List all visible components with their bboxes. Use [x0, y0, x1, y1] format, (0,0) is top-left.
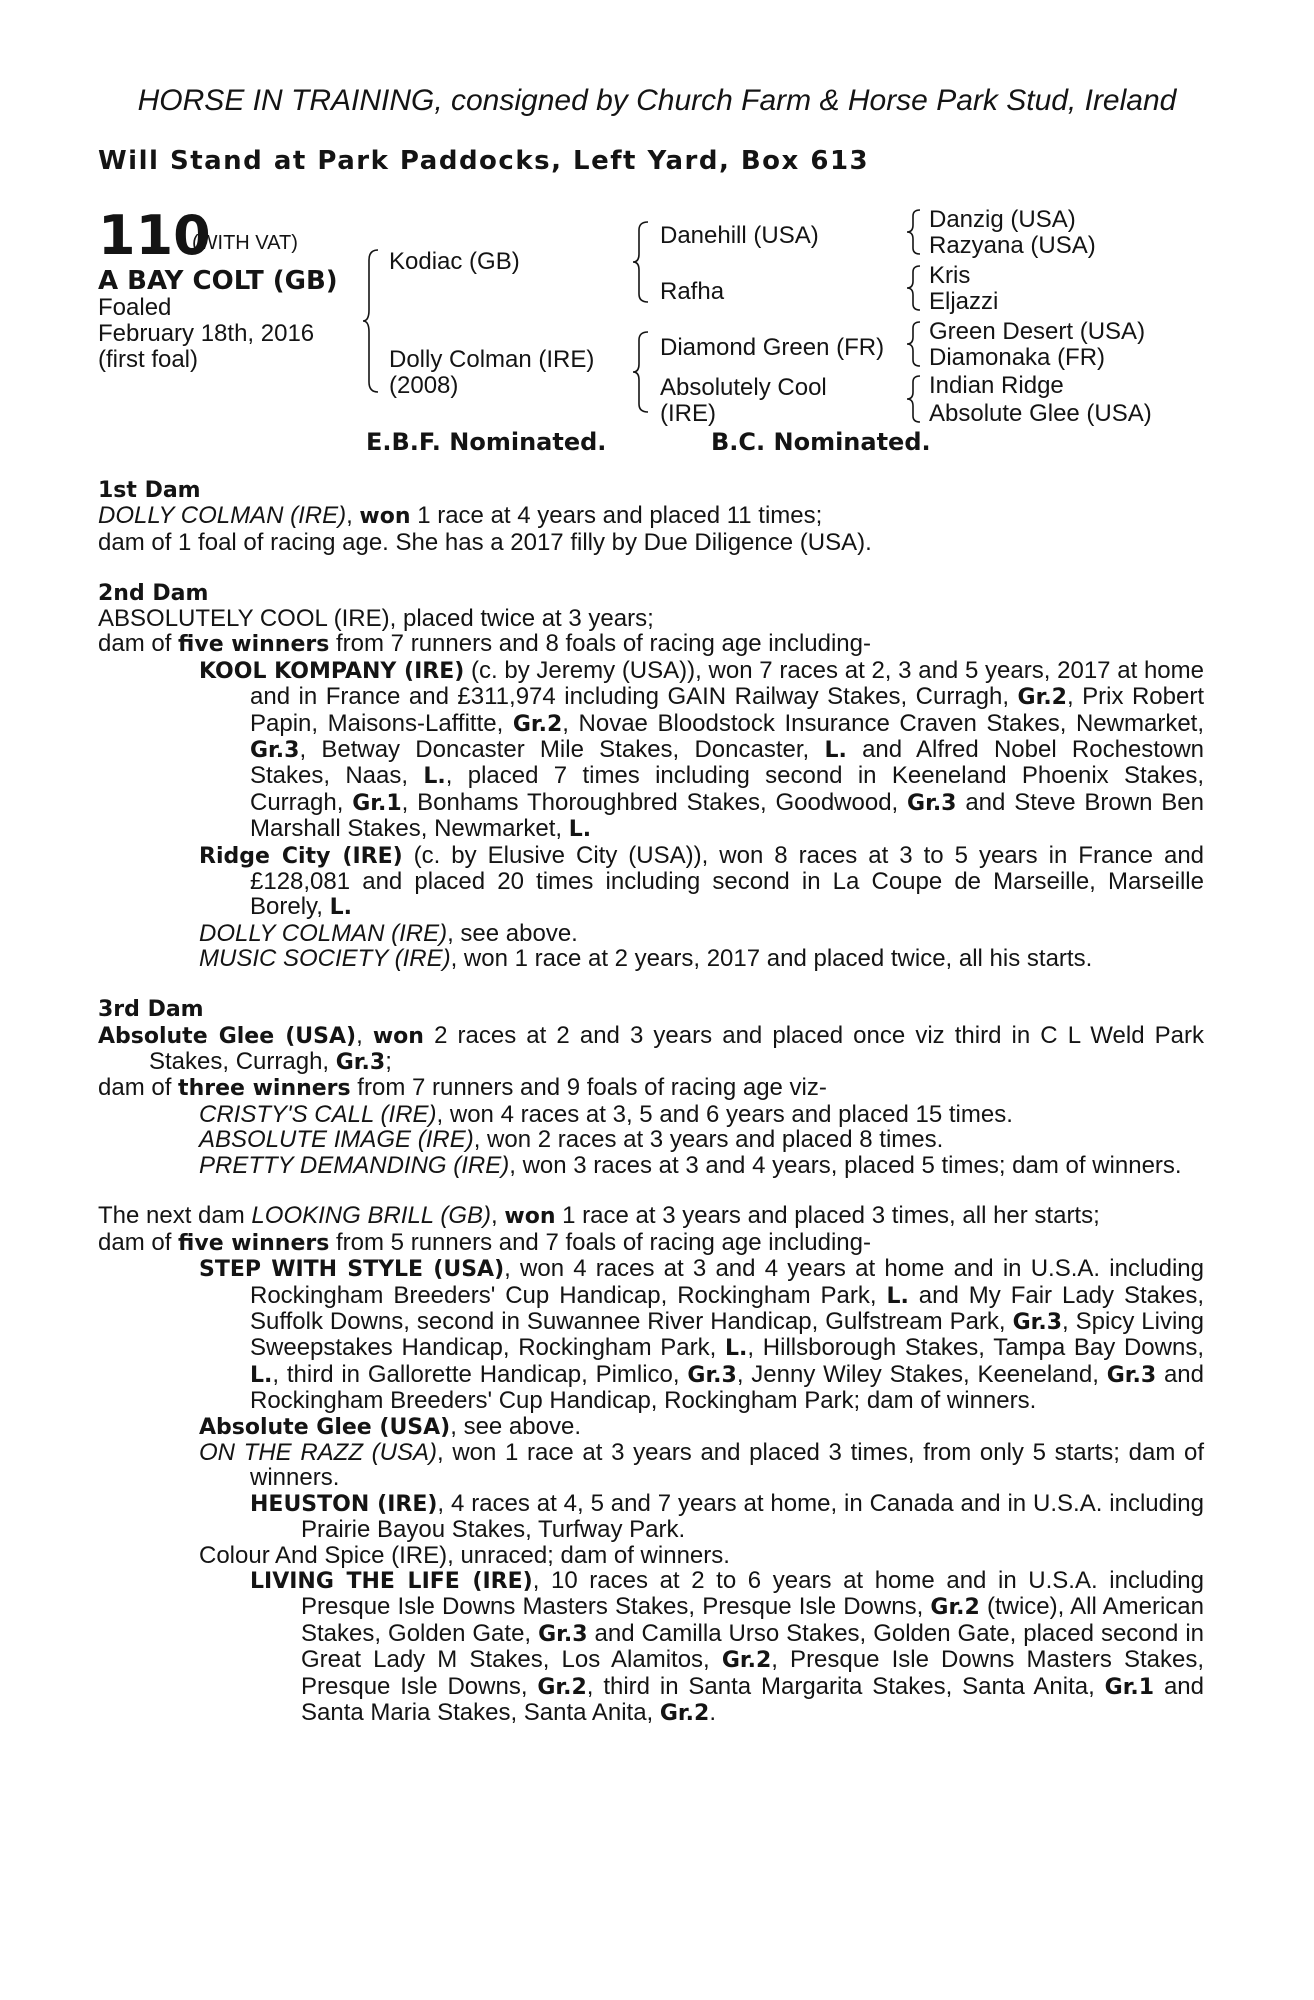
- grade: Gr.3: [1106, 1362, 1157, 1388]
- horse-name: CRISTY'S CALL (IRE): [199, 1100, 437, 1128]
- grade: L.: [250, 1362, 273, 1388]
- next-dam-line2: [98, 1230, 1204, 1256]
- text: (c. by Elusive City (USA)), won 8 races at 3 to 5 years in France and £128,081 and placed 20 times including second in La Coupe de Marseille, Marseille Borely,: [250, 841, 1205, 921]
- first-dam-line2: dam of 1 foal of racing age. She has a 2017 filly by Due Diligence (USA).: [98, 528, 872, 556]
- text-bold: won: [372, 1023, 424, 1049]
- text: , won 2 races at 3 years and placed 8 times.: [473, 1126, 944, 1154]
- next-dam-line1: [98, 1203, 1204, 1229]
- text: ,: [356, 1021, 373, 1049]
- sire-sire-name: Danehill (USA): [660, 222, 819, 249]
- text: ,: [346, 502, 360, 530]
- grade: Gr.2: [721, 1648, 772, 1674]
- text: , Hillsborough Stakes, Tampa Bay Downs,: [747, 1334, 1205, 1362]
- horse-name: LOOKING BRILL (GB): [251, 1202, 492, 1230]
- horse-name: ON THE RAZZ (USA): [199, 1438, 437, 1466]
- dam-sire-name: Diamond Green (FR): [660, 334, 885, 361]
- text: and My Fair Lady Stakes, Suffolk Downs, second in Suwannee River Handicap, Gulfstream Park,: [250, 1281, 1204, 1335]
- produce-cristys-call: [98, 1102, 1204, 1127]
- sire-name: Kodiac (GB): [389, 248, 520, 275]
- stand-location: Will Stand at Park Paddocks, Left Yard, Box 613: [98, 146, 870, 176]
- text: , third in Santa Margarita Stakes, Santa Anita,: [586, 1672, 1105, 1700]
- second-dam-line1: ABSOLUTELY COOL (IRE), placed twice at 3 years;: [98, 605, 654, 633]
- ggdam-absolute-glee: Absolute Glee (USA): [929, 400, 1152, 427]
- produce-absolute-image: [98, 1127, 1204, 1152]
- ggsire-kris: Kris: [929, 262, 971, 289]
- first-dam-section: [98, 478, 1204, 555]
- second-dam-title: 2nd Dam: [98, 580, 209, 606]
- foal-note: (first foal): [98, 346, 199, 373]
- horse-name: Absolute Glee (USA): [98, 1023, 357, 1049]
- bracket-dam-side: [636, 330, 652, 414]
- ggdam-eljazzi: Eljazzi: [929, 288, 999, 315]
- dam-dam-country: (IRE): [660, 400, 716, 427]
- foaled-label: Foaled: [98, 294, 172, 321]
- grade: Gr.2: [1017, 685, 1067, 711]
- dam-name: Dolly Colman (IRE): [389, 346, 595, 373]
- grade: Gr.1: [352, 790, 402, 816]
- text-bold: won: [504, 1204, 556, 1230]
- grade: L.: [568, 817, 592, 843]
- grade: Gr.2: [930, 1595, 980, 1621]
- ggsire-green-desert: Green Desert (USA): [929, 318, 1146, 345]
- text: dam of: [98, 1228, 179, 1256]
- text-bold: three winners: [178, 1076, 351, 1102]
- horse-name: HEUSTON (IRE): [250, 1491, 438, 1517]
- first-dam-title: 1st Dam: [98, 478, 201, 503]
- text: , placed 7 times including second in Keeneland Phoenix Stakes, Curragh,: [250, 762, 1205, 816]
- grade: Gr.3: [1012, 1309, 1062, 1335]
- text: and Alfred Nobel Rochestown Stakes, Naas,: [250, 736, 1204, 790]
- second-dam-line2: [98, 631, 1204, 657]
- horse-name: KOOL KOMPANY (IRE): [199, 658, 465, 684]
- text: and Steve Brown Ben Marshall Stakes, Newmarket,: [250, 788, 1204, 843]
- text: , won 4 races at 3, 5 and 6 years and placed 15 times.: [436, 1100, 1013, 1128]
- produce-colour-and-spice: Colour And Spice (IRE), unraced; dam of winners.: [199, 1541, 730, 1569]
- grade: Gr.2: [659, 1701, 710, 1727]
- dam-year: (2008): [389, 372, 459, 399]
- produce-pretty-demanding: [98, 1153, 1204, 1178]
- horse-name: Ridge City (IRE): [199, 843, 403, 869]
- lot-description: A BAY COLT (GB): [98, 266, 338, 296]
- third-dam-title: 3rd Dam: [98, 997, 204, 1023]
- bc-nomination: B.C. Nominated.: [711, 428, 931, 456]
- vat-status: (WITH VAT): [192, 232, 298, 254]
- text: (twice), All American Stakes, Golden Gate,: [301, 1593, 1204, 1647]
- third-dam-line1: [98, 1023, 1204, 1076]
- bracket-danehill: [908, 208, 924, 256]
- text: from 5 runners and 7 foals of racing age including-: [329, 1228, 871, 1256]
- ebf-nomination: E.B.F. Nominated.: [366, 428, 607, 456]
- grade: Gr.2: [512, 711, 563, 737]
- grade: L.: [725, 1336, 748, 1362]
- first-dam-name: DOLLY COLMAN (IRE): [98, 502, 347, 530]
- text: , won 3 races at 3 and 4 years, placed 5 times; dam of winners.: [509, 1151, 1182, 1179]
- grade: Gr.3: [687, 1362, 737, 1388]
- text: from 7 runners and 9 foals of racing age viz-: [350, 1074, 827, 1102]
- grade: L.: [824, 738, 847, 764]
- produce-kool-kompany: [98, 658, 1204, 843]
- produce-on-the-razz: [98, 1440, 1204, 1491]
- text-bold: five winners: [178, 632, 330, 658]
- produce-living-the-life: [98, 1568, 1204, 1726]
- grade: Gr.3: [538, 1621, 588, 1647]
- ggsire-danzig: Danzig (USA): [929, 206, 1076, 233]
- foaled-date: February 18th, 2016: [98, 320, 315, 347]
- bracket-rafha: [908, 264, 924, 312]
- produce-absolute-glee: [98, 1414, 1204, 1440]
- text: , Jenny Wiley Stakes, Keeneland,: [736, 1360, 1107, 1388]
- grade: Gr.3: [907, 790, 957, 816]
- horse-name: DOLLY COLMAN (IRE): [199, 919, 448, 947]
- text: ;: [385, 1047, 392, 1075]
- text: , Bonhams Thoroughbred Stakes, Goodwood,: [401, 788, 908, 816]
- text: , Spicy Living Sweepstakes Handicap, Rockingham Park,: [250, 1307, 1204, 1362]
- text: , Prix Robert Papin, Maisons-Laffitte,: [250, 683, 1205, 737]
- produce-step-with-style: [98, 1256, 1204, 1413]
- horse-name: PRETTY DEMANDING (IRE): [199, 1151, 510, 1179]
- text: , 10 races at 2 to 6 years at home and in U.S.A. including Presque Isle Downs Masters Stakes, Presque Isle Downs,: [301, 1567, 1204, 1621]
- bracket-sire-side: [636, 220, 652, 304]
- text-bold: won: [359, 504, 411, 530]
- dam-dam-name: Absolutely Cool: [660, 374, 827, 401]
- text: , won 1 race at 3 years and placed 3 times, from only 5 starts; dam of winners.: [250, 1438, 1204, 1492]
- text: 1 race at 4 years and placed 11 times;: [410, 502, 823, 530]
- produce-dolly-colman: [98, 921, 1204, 946]
- horse-name: STEP WITH STYLE (USA): [199, 1257, 505, 1283]
- ggdam-razyana: Razyana (USA): [929, 232, 1096, 259]
- horse-name: ABSOLUTE IMAGE (IRE): [199, 1126, 474, 1154]
- grade: L.: [423, 764, 446, 790]
- text: and Rockingham Breeders' Cup Handicap, Rockingham Park; dam of winners.: [250, 1360, 1204, 1415]
- third-dam-section: [98, 997, 1204, 1178]
- text: dam of: [98, 630, 179, 658]
- ggdam-diamonaka: Diamonaka (FR): [929, 344, 1106, 371]
- pedigree-body: [98, 478, 1204, 1752]
- horse-name: Absolute Glee (USA): [199, 1414, 451, 1440]
- text: , won 1 race at 2 years, 2017 and placed twice, all his starts.: [450, 945, 1093, 973]
- grade: Gr.1: [1104, 1674, 1155, 1700]
- text: , see above.: [447, 919, 578, 947]
- grade: L.: [886, 1283, 909, 1309]
- next-dam-section: [98, 1203, 1204, 1726]
- text: 2 races at 2 and 3 years and placed once viz third in C L Weld Park Stakes, Curragh,: [149, 1021, 1204, 1075]
- text: , won 4 races at 3 and 4 years at home and in U.S.A. including Rockingham Breeders' Cup Handicap, Rockingham Park,: [250, 1255, 1204, 1309]
- produce-heuston: [98, 1491, 1204, 1543]
- text: , Betway Doncaster Mile Stakes, Doncaster,: [299, 736, 825, 764]
- lot-number: 110: [98, 204, 211, 267]
- horse-name: MUSIC SOCIETY (IRE): [199, 945, 451, 973]
- text: , Presque Isle Downs Masters Stakes, Presque Isle Downs,: [301, 1646, 1204, 1700]
- grade: Gr.3: [335, 1049, 386, 1075]
- text: 1 race at 3 years and placed 3 times, all her starts;: [555, 1202, 1100, 1230]
- text: from 7 runners and 8 foals of racing age including-: [329, 630, 871, 658]
- third-dam-line2: [98, 1075, 1204, 1101]
- text-bold: five winners: [178, 1230, 330, 1256]
- grade: L.: [329, 895, 352, 921]
- text: The next dam: [98, 1202, 252, 1230]
- first-dam-line1: [98, 503, 1204, 529]
- produce-ridge-city: [98, 843, 1204, 921]
- text: and Santa Maria Stakes, Santa Anita,: [301, 1672, 1204, 1727]
- text: , Novae Bloodstock Insurance Craven Stakes, Newmarket,: [562, 709, 1204, 737]
- bracket-absolutely-cool: [908, 374, 924, 424]
- produce-music-society: [98, 946, 1204, 971]
- bracket-diamond-green: [908, 320, 924, 368]
- page-title: HORSE IN TRAINING, consigned by Church Farm & Horse Park Stud, Ireland: [137, 84, 1177, 117]
- text: , see above.: [450, 1412, 581, 1440]
- text: (c. by Jeremy (USA)), won 7 races at 2, 3 and 5 years, 2017 at home and in France and £311,974 including GAIN Railway Stakes, Curragh,: [250, 656, 1204, 711]
- text: , third in Gallorette Handicap, Pimlico,: [272, 1360, 688, 1388]
- bracket-sire-dam: [366, 248, 382, 394]
- text: and Camilla Urso Stakes, Golden Gate, placed second in Great Lady M Stakes, Los Alamitos,: [301, 1619, 1204, 1674]
- sire-dam-name: Rafha: [660, 278, 725, 305]
- grade: Gr.2: [537, 1674, 587, 1700]
- text: .: [709, 1699, 716, 1727]
- text: ,: [491, 1202, 505, 1230]
- grade: Gr.3: [250, 738, 300, 764]
- text: , 4 races at 4, 5 and 7 years at home, in Canada and in U.S.A. including Prairie Bayou Stakes, Turfway Park.: [301, 1489, 1205, 1544]
- horse-name: LIVING THE LIFE (IRE): [250, 1569, 533, 1595]
- second-dam-section: [98, 581, 1204, 972]
- ggsire-indian-ridge: Indian Ridge: [929, 372, 1064, 399]
- text: dam of: [98, 1074, 179, 1102]
